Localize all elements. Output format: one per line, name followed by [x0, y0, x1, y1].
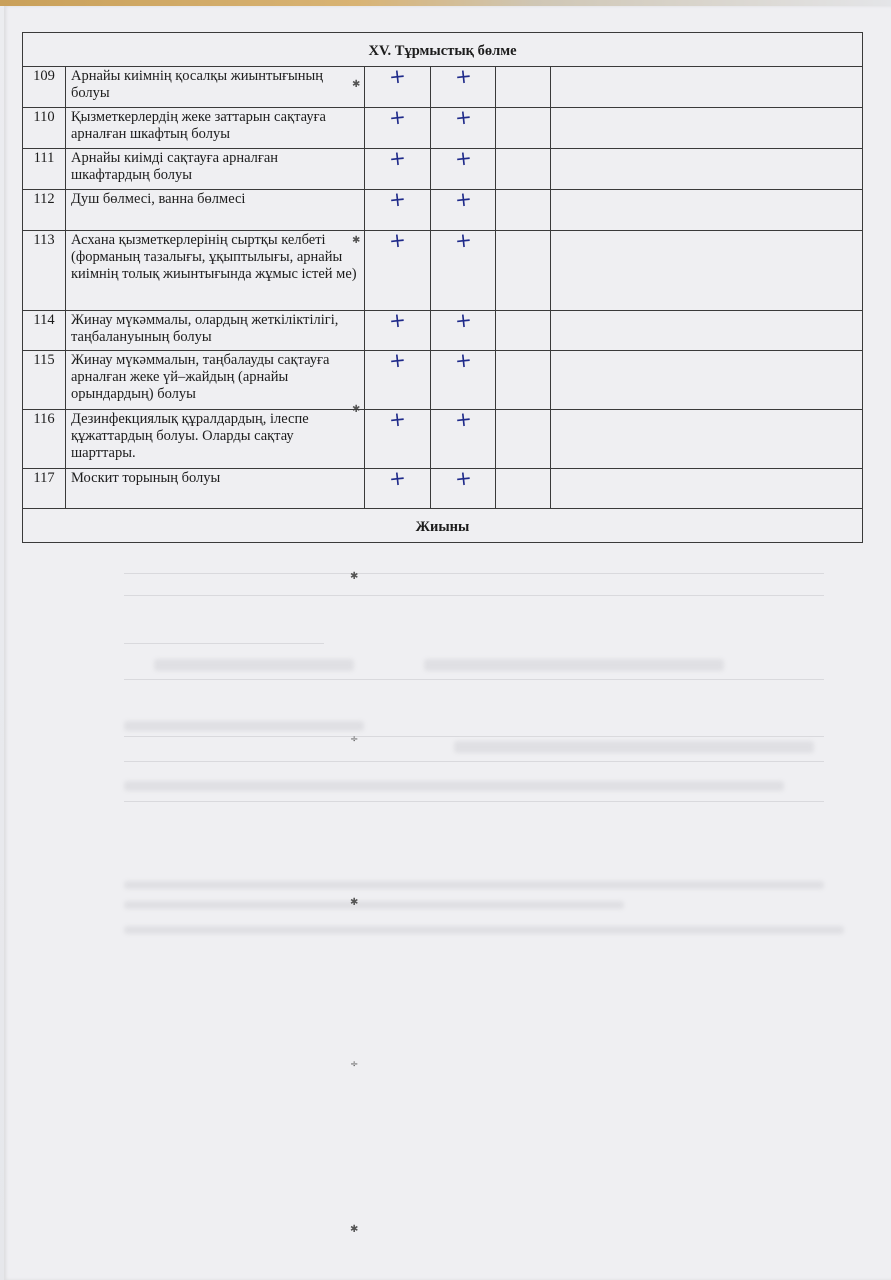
empty-cell: [551, 469, 863, 509]
row-text: Дезинфекциялық құралдардың, ілеспе құжаттардың болуы. Оларды сақтау шарттары.: [66, 410, 365, 469]
punch-hole-mark: ✱: [350, 1224, 359, 1235]
handwritten-mark: +: [387, 104, 408, 130]
mark-cell: [365, 307, 431, 351]
table-row: [23, 190, 863, 231]
total-row: [23, 509, 863, 543]
handwritten-mark: +: [453, 104, 473, 130]
row-text: Асхана қызметкерлерінің сыртқы келбеті (форманың тазалығы, ұқыптылығы, арнайы киімнің толық жиынтығында жұмыс істей ме): [66, 231, 365, 311]
row-text: Жинау мүкәммалы, олардың жеткіліктілігі, таңбалануының болуы: [66, 311, 365, 351]
mark-cell: [431, 227, 496, 311]
mark-cell: [431, 186, 496, 231]
table-row: [23, 231, 863, 311]
mark-cell: [431, 406, 496, 469]
row-number: 117: [23, 469, 66, 509]
empty-cell: [496, 469, 551, 509]
row-number: 112: [23, 190, 66, 231]
checklist-table: [22, 32, 863, 543]
empty-cell: [496, 231, 551, 311]
mark-cell: [431, 104, 496, 149]
empty-cell: [551, 231, 863, 311]
handwritten-mark: +: [453, 347, 473, 373]
handwritten-mark: +: [453, 406, 473, 432]
table-row: [23, 469, 863, 509]
table-row: [23, 351, 863, 410]
handwritten-mark: +: [453, 227, 473, 253]
empty-cell: [496, 311, 551, 351]
row-text: Москит торының болуы: [66, 469, 365, 509]
empty-cell: [551, 67, 863, 108]
row-text: Қызметкерлердің жеке заттарын сақтауға арналған шкафтың болуы: [66, 108, 365, 149]
table-row: [23, 67, 863, 108]
mark-cell: [365, 104, 431, 149]
handwritten-mark: +: [387, 63, 408, 89]
mark-cell: [365, 145, 431, 190]
handwritten-mark: +: [387, 145, 408, 171]
handwritten-mark: +: [387, 307, 408, 333]
row-number: 115: [23, 351, 66, 410]
handwritten-mark: +: [387, 465, 408, 491]
row-text: Арнайы киімді сақтауға арналған шкафтардың болуы: [66, 149, 365, 190]
punch-hole-mark: ✱: [352, 79, 361, 90]
mark-cell: [431, 145, 496, 190]
empty-cell: [496, 149, 551, 190]
row-text: Арнайы киімнің қосалқы жиынтығының болуы: [66, 67, 365, 108]
empty-cell: [496, 351, 551, 410]
mark-cell: [365, 227, 431, 311]
empty-cell: [551, 108, 863, 149]
mark-cell: [431, 63, 496, 108]
handwritten-mark: +: [387, 186, 408, 212]
punch-hole-mark: ÷: [350, 734, 359, 745]
punch-hole-mark: ÷: [350, 1059, 359, 1070]
mark-cell: [365, 465, 431, 509]
section-header-row: [23, 33, 863, 67]
empty-cell: [496, 67, 551, 108]
row-number: 113: [23, 231, 66, 311]
punch-hole-mark: ✱: [350, 571, 359, 582]
handwritten-mark: +: [453, 145, 473, 171]
handwritten-mark: +: [453, 465, 473, 491]
row-text: Жинау мүкәммалын, таңбалауды сақтауға арналған жеке үй–жайдың (арнайы орындардың) болуы: [66, 351, 365, 410]
punch-hole-mark: ✱: [352, 235, 361, 246]
mark-cell: [365, 63, 431, 108]
row-number: 116: [23, 410, 66, 469]
row-text: Душ бөлмесі, ванна бөлмесі: [66, 190, 365, 231]
table-row: [23, 108, 863, 149]
row-number: 114: [23, 311, 66, 351]
row-number: 110: [23, 108, 66, 149]
handwritten-mark: +: [453, 63, 473, 89]
empty-cell: [551, 149, 863, 190]
table-row: [23, 149, 863, 190]
row-number: 111: [23, 149, 66, 190]
handwritten-mark: +: [453, 307, 473, 333]
table-row: [23, 410, 863, 469]
empty-cell: [551, 311, 863, 351]
mark-cell: [431, 347, 496, 410]
mark-cell: [431, 307, 496, 351]
punch-hole-mark: ✱: [350, 897, 359, 908]
empty-cell: [551, 410, 863, 469]
mark-cell: [365, 186, 431, 231]
section-title: XV. Тұрмыстық бөлме: [23, 33, 863, 67]
punch-hole-mark: ✱: [352, 404, 361, 415]
table-row: [23, 311, 863, 351]
show-through-text: [124, 551, 844, 971]
handwritten-mark: +: [387, 347, 408, 373]
row-number: 109: [23, 67, 66, 108]
empty-cell: [496, 108, 551, 149]
handwritten-mark: +: [387, 406, 408, 432]
empty-cell: [496, 410, 551, 469]
handwritten-mark: +: [387, 227, 408, 253]
handwritten-mark: +: [453, 186, 473, 212]
mark-cell: [431, 465, 496, 509]
total-label: Жиыны: [23, 509, 863, 543]
mark-cell: [365, 406, 431, 469]
empty-cell: [496, 190, 551, 231]
empty-cell: [551, 351, 863, 410]
empty-cell: [551, 190, 863, 231]
mark-cell: [365, 347, 431, 410]
